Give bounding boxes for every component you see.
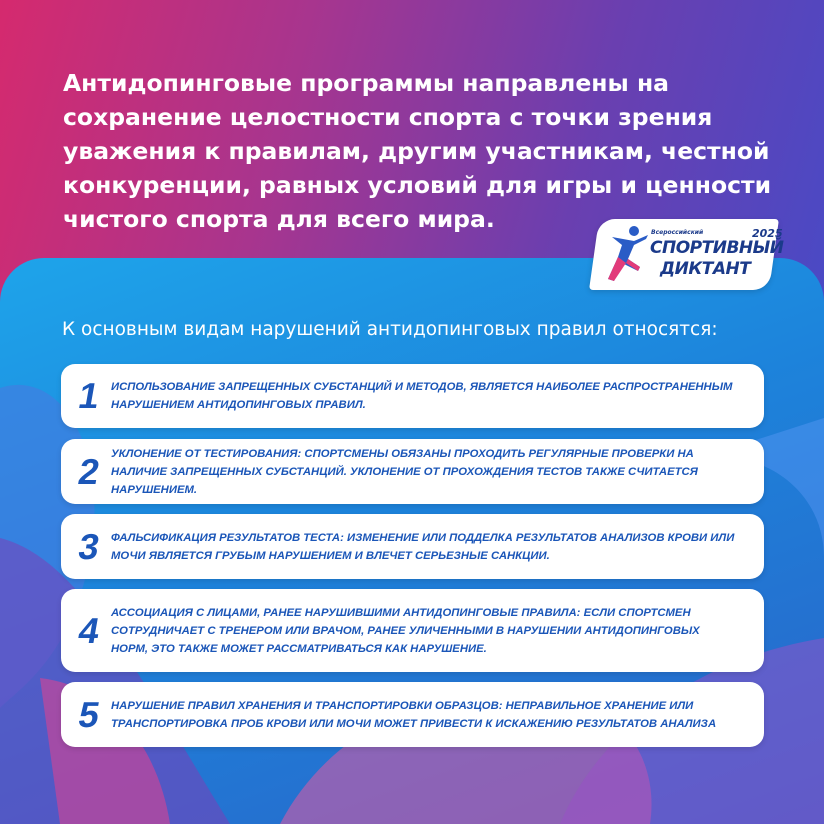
runner-icon [604, 223, 652, 285]
rule-text: АССОЦИАЦИЯ С ЛИЦАМИ, РАНЕЕ НАРУШИВШИМИ АНТИДОПИНГОВЫЕ ПРАВИЛА: ЕСЛИ СПОРТСМЕН СОТРУДНИЧАЕТ С ТРЕНЕРОМ ИЛИ ВРАЧОМ, РАНЕЕ УЛИЧЕННЫМИ В НАРУШЕНИИ АНТИДОПИНГОВЫХ НОРМ, ЭТО ТАКЖЕ МОЖЕТ РАССМАТРИВАТЬСЯ КАК НАРУШЕНИЕ. [111, 606, 700, 655]
rule-number: 2 [75, 450, 103, 492]
rule-text: НАРУШЕНИЕ ПРАВИЛ ХРАНЕНИЯ И ТРАНСПОРТИРОВКИ ОБРАЗЦОВ: НЕПРАВИЛЬНОЕ ХРАНЕНИЕ ИЛИ ТРАНСПОРТИРОВКА ПРОБ КРОВИ ИЛИ МОЧИ МОЖЕТ ПРИВЕСТИ К ИСКАЖЕНИЮ РЕЗУЛЬТАТОВ АНАЛИЗА [111, 699, 717, 730]
logo-small-text: Всероссийский [651, 229, 704, 236]
rule-text: ФАЛЬСИФИКАЦИЯ РЕЗУЛЬТАТОВ ТЕСТА: ИЗМЕНЕНИЕ ИЛИ ПОДДЕЛКА РЕЗУЛЬТАТОВ АНАЛИЗОВ КРОВИ ИЛИ МОЧИ ЯВЛЯЕТСЯ ГРУБЫМ НАРУШЕНИЕМ И ВЛЕЧЕТ СЕРЬЕЗНЫЕ САНКЦИИ. [111, 531, 735, 562]
intro-text: К основным видам нарушений антидопинговых правил относятся: [62, 319, 718, 340]
rule-card-3 [61, 514, 764, 579]
rule-card-2 [61, 439, 764, 504]
logo-title-line2: ДИКТАНТ [660, 259, 751, 279]
rule-text: ИСПОЛЬЗОВАНИЕ ЗАПРЕЩЕННЫХ СУБСТАНЦИЙ И МЕТОДОВ, ЯВЛЯЕТСЯ НАИБОЛЕЕ РАСПРОСТРАНЕННЫМ НАРУШЕНИЕМ АНТИДОПИНГОВЫХ ПРАВИЛ. [111, 381, 733, 411]
rule-text: УКЛОНЕНИЕ ОТ ТЕСТИРОВАНИЯ: СПОРТСМЕНЫ ОБЯЗАНЫ ПРОХОДИТЬ РЕГУЛЯРНЫЕ ПРОВЕРКИ НА НАЛИЧИЕ ЗАПРЕЩЕННЫХ СУБСТАНЦИЙ. УКЛОНЕНИЕ ОТ ПРОХОЖДЕНИЯ ТЕСТОВ ТАКЖЕ СЧИТАЕТСЯ НАРУШЕНИЕМ. [111, 447, 698, 496]
logo-year: 2025 [752, 227, 783, 240]
logo [589, 219, 784, 290]
headline: Антидопинговые программы направлены на сохранение целостности спорта с точки зрения уважения к правилам, другим участникам, честной конкуренции, равных условий для игры и ценности чистого спорта для всего мира. [63, 69, 772, 233]
rule-card-4 [61, 589, 764, 672]
logo-title-line1: СПОРТИВНЫЙ [650, 238, 784, 258]
rule-number: 5 [75, 693, 103, 735]
rule-card-1 [61, 364, 764, 428]
rule-number: 1 [75, 375, 103, 416]
rule-number: 3 [75, 525, 103, 567]
rule-number: 4 [75, 609, 103, 651]
rule-card-5 [61, 682, 764, 747]
